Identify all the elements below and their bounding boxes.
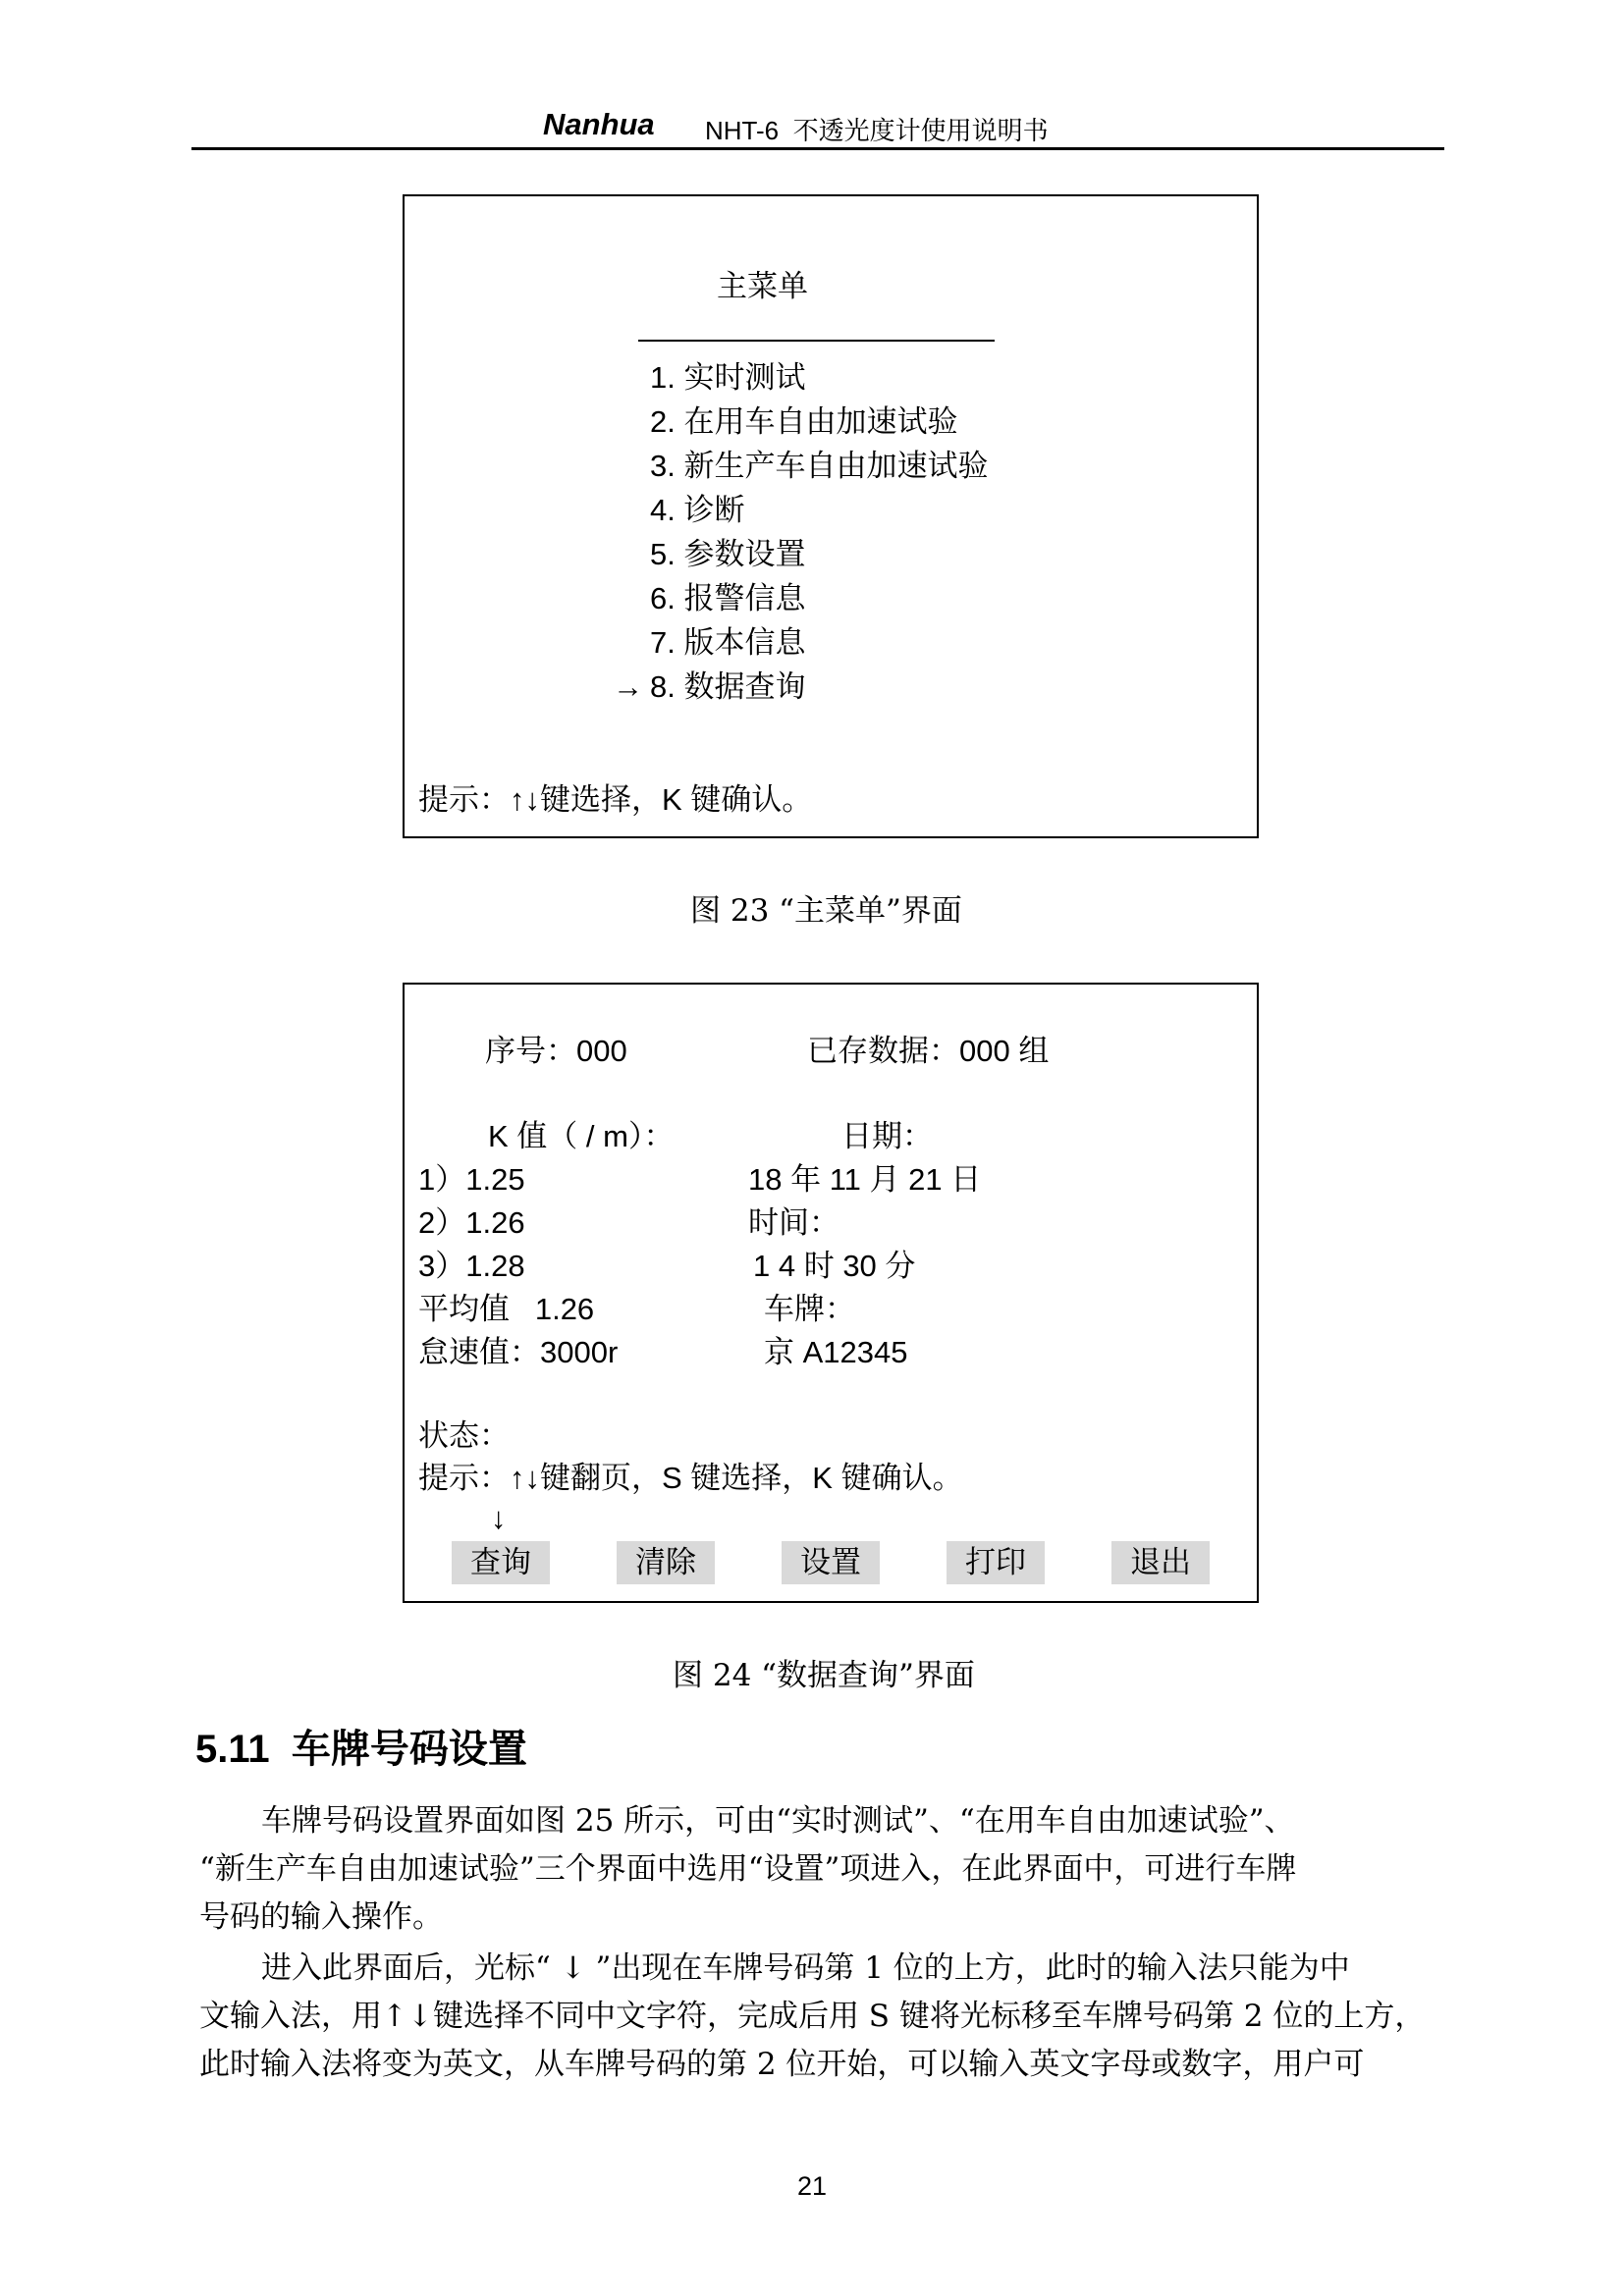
k-value-2: 2）1.26 (418, 1205, 525, 1240)
k-value-label: K 值（ / m）： (488, 1119, 675, 1153)
page-number: 21 (796, 2171, 828, 2201)
paragraph-line: 文输入法，用↑↓键选择不同中文字符，完成后用 S 键将光标移至车牌号码第 2 位的上方， (199, 1999, 1426, 2034)
settings-button[interactable]: 设置 (782, 1541, 880, 1584)
query-hint: 提示：↑↓键翻页，S 键选择，K 键确认。 (418, 1461, 963, 1495)
menu-item-version-info[interactable]: 7. 版本信息 (650, 625, 806, 660)
clear-button[interactable]: 清除 (617, 1541, 715, 1584)
query-button[interactable]: 查询 (452, 1541, 550, 1584)
idle-speed-value: 怠速值：3000r (418, 1335, 619, 1369)
serial-number: 序号：000 (485, 1034, 627, 1068)
selection-cursor-down-icon: ↓ (491, 1501, 507, 1535)
date-value: 18 年 11 月 21 日 (748, 1162, 982, 1197)
menu-item-new-vehicle-test[interactable]: 3. 新生产车自由加速试验 (650, 449, 989, 483)
menu-title: 主菜单 (717, 269, 808, 304)
document-title: NHT-6 不透光度计使用说明书 (705, 116, 1049, 145)
paragraph-line: 此时输入法将变为英文，从车牌号码的第 2 位开始，可以输入英文字母或数字，用户可 (199, 2047, 1365, 2082)
print-button[interactable]: 打印 (947, 1541, 1045, 1584)
menu-item-data-query[interactable]: 8. 数据查询 (650, 669, 806, 704)
main-menu-screen (403, 194, 1259, 838)
average-value: 平均值 1.26 (418, 1292, 595, 1326)
menu-item-realtime-test[interactable]: 1. 实时测试 (650, 360, 806, 395)
menu-item-parameter-settings[interactable]: 5. 参数设置 (650, 537, 806, 571)
menu-item-in-use-vehicle-test[interactable]: 2. 在用车自由加速试验 (650, 404, 958, 439)
figure-24-caption: 图 24 “数据查询”界面 (673, 1658, 975, 1693)
date-label: 日期： (841, 1119, 933, 1153)
plate-value: 京 A12345 (764, 1335, 908, 1369)
stored-data-count: 已存数据：000 组 (807, 1034, 1050, 1068)
time-label: 时间： (748, 1205, 839, 1240)
time-value: 1 4 时 30 分 (753, 1249, 916, 1283)
menu-item-diagnosis[interactable]: 4. 诊断 (650, 493, 745, 527)
paragraph-line: 号码的输入操作。 (199, 1899, 443, 1935)
menu-hint: 提示：↑↓键选择，K 键确认。 (418, 782, 813, 817)
menu-item-alarm-info[interactable]: 6. 报警信息 (650, 581, 806, 615)
header-divider (191, 147, 1444, 150)
menu-title-divider (638, 340, 995, 342)
menu-cursor-arrow-icon: → (613, 669, 643, 704)
brand-logo: Nanhua (543, 107, 655, 141)
paragraph-line: “新生产车自由加速试验”三个界面中选用“设置”项进入，在此界面中，可进行车牌 (199, 1851, 1297, 1887)
data-query-screen (403, 983, 1259, 1603)
paragraph-line: 车牌号码设置界面如图 25 所示，可由“实时测试”、“在用车自由加速试验”、 (261, 1803, 1295, 1839)
k-value-1: 1）1.25 (418, 1162, 525, 1197)
plate-label: 车牌： (764, 1292, 855, 1326)
paragraph-line: 进入此界面后，光标“ ↓ ”出现在车牌号码第 1 位的上方，此时的输入法只能为中 (261, 1950, 1350, 1986)
exit-button[interactable]: 退出 (1111, 1541, 1210, 1584)
figure-23-caption: 图 23 “主菜单”界面 (690, 893, 962, 929)
section-heading: 5.11 车牌号码设置 (195, 1728, 527, 1771)
status-label: 状态： (418, 1418, 510, 1453)
k-value-3: 3）1.28 (418, 1249, 525, 1283)
